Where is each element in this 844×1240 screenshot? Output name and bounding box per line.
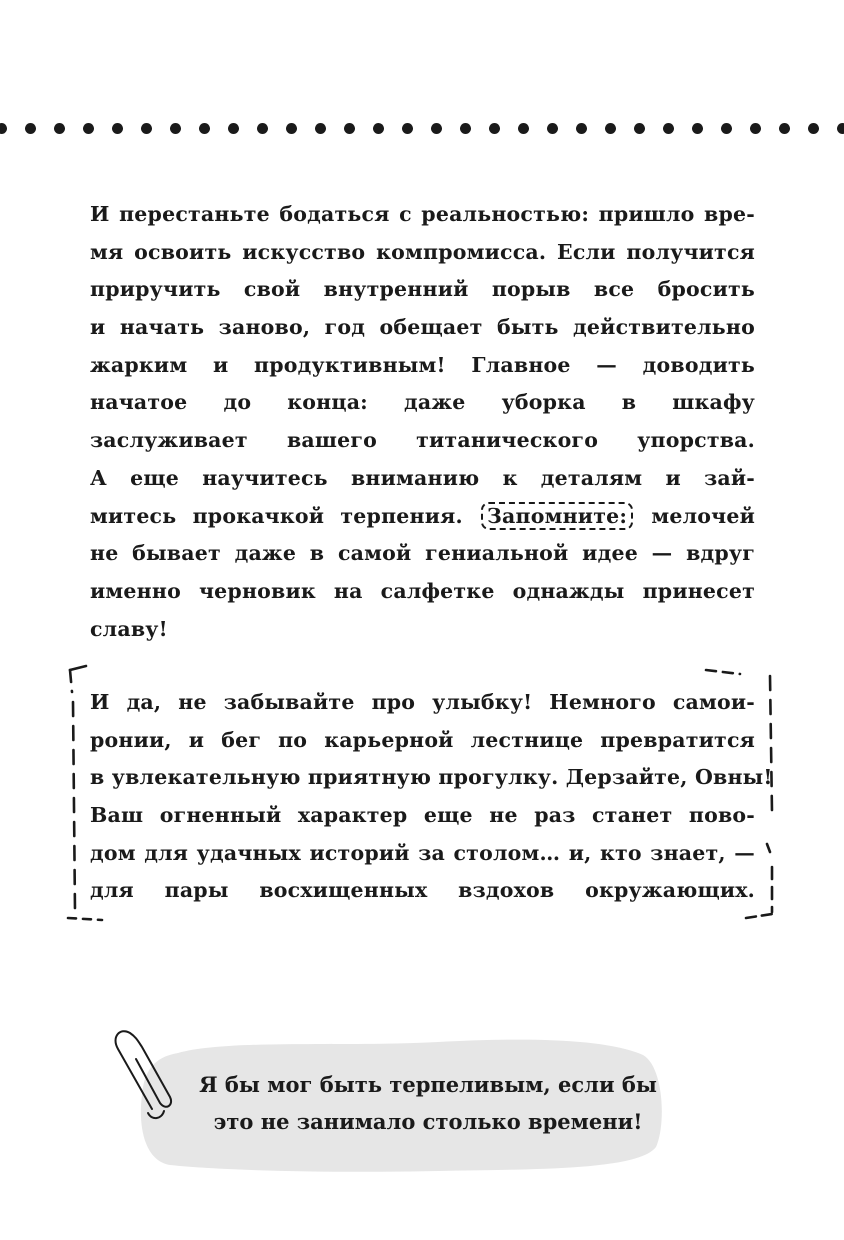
text-line: И перестаньте бодаться с реальностью: пришло вре- (90, 202, 755, 226)
divider-dot (634, 123, 645, 134)
text-line: жарким и продуктивным! Главное — доводить (90, 352, 755, 377)
divider-dot (750, 123, 761, 134)
divider-dot (489, 123, 500, 134)
quote-line: Я бы мог быть терпеливым, если бы (199, 1072, 657, 1097)
text-line: И да, не забывайте про улыбку! Немного самои- (90, 690, 755, 714)
divider-dot (170, 123, 181, 134)
divider-dot (315, 123, 326, 134)
text-line: не бывает даже в самой гениальной идее — вдруг (90, 541, 755, 566)
divider-dot (576, 123, 587, 134)
divider-dot (228, 123, 239, 134)
text-line: именно черновик на салфетке однажды принесет (90, 578, 755, 603)
highlighted-word: Запомните: (481, 502, 633, 530)
text-segment: мелочей (651, 503, 755, 528)
divider-dot (344, 123, 355, 134)
divider-dot (808, 123, 819, 134)
text-line: Ваш огненный характер еще не раз станет пово- (90, 803, 755, 828)
divider-dot (431, 123, 442, 134)
text-segment: митесь прокачкой терпения. (90, 503, 463, 528)
divider-dot (518, 123, 529, 134)
text-line: и начать заново, год обещает быть действительно (90, 315, 755, 340)
text-line: славу! (90, 616, 168, 641)
divider-dot (0, 123, 7, 134)
text-line: для пары восхищенных вздохов окружающих. (90, 878, 755, 903)
dotted-divider (0, 121, 844, 135)
divider-dot (286, 123, 297, 134)
boxed-paragraph (90, 684, 773, 910)
text-line: заслуживает вашего титанического упорства. (90, 428, 755, 453)
text-line: ронии, и бег по карьерной лестнице превратится (90, 727, 755, 752)
divider-dot (199, 123, 210, 134)
divider-dot (460, 123, 471, 134)
text-line-with-highlight (90, 498, 755, 536)
divider-dot (837, 123, 844, 134)
text-line: дом для удачных историй за столом… и, кто знает, — (90, 840, 755, 865)
text-line: в увлекательную приятную прогулку. Дерзайте, Овны! (90, 765, 773, 790)
divider-dot (257, 123, 268, 134)
divider-dot (54, 123, 65, 134)
divider-dot (547, 123, 558, 134)
divider-dot (402, 123, 413, 134)
divider-dot (373, 123, 384, 134)
divider-dot (141, 123, 152, 134)
text-line: приручить свой внутренний порыв все бросить (90, 277, 755, 302)
divider-dot (112, 123, 123, 134)
text-line: мя освоить искусство компромисса. Если получится (90, 239, 755, 264)
quote (178, 1066, 678, 1140)
divider-dot (25, 123, 36, 134)
text-line: А еще научитесь вниманию к деталям и зай- (90, 465, 755, 490)
quote-line: это не занимало столько времени! (213, 1109, 643, 1134)
main-paragraph (90, 196, 755, 648)
divider-dot (692, 123, 703, 134)
divider-dot (779, 123, 790, 134)
divider-dot (83, 123, 94, 134)
divider-dot (663, 123, 674, 134)
divider-dot (721, 123, 732, 134)
divider-dot (605, 123, 616, 134)
text-line: начатое до конца: даже уборка в шкафу (90, 390, 755, 415)
